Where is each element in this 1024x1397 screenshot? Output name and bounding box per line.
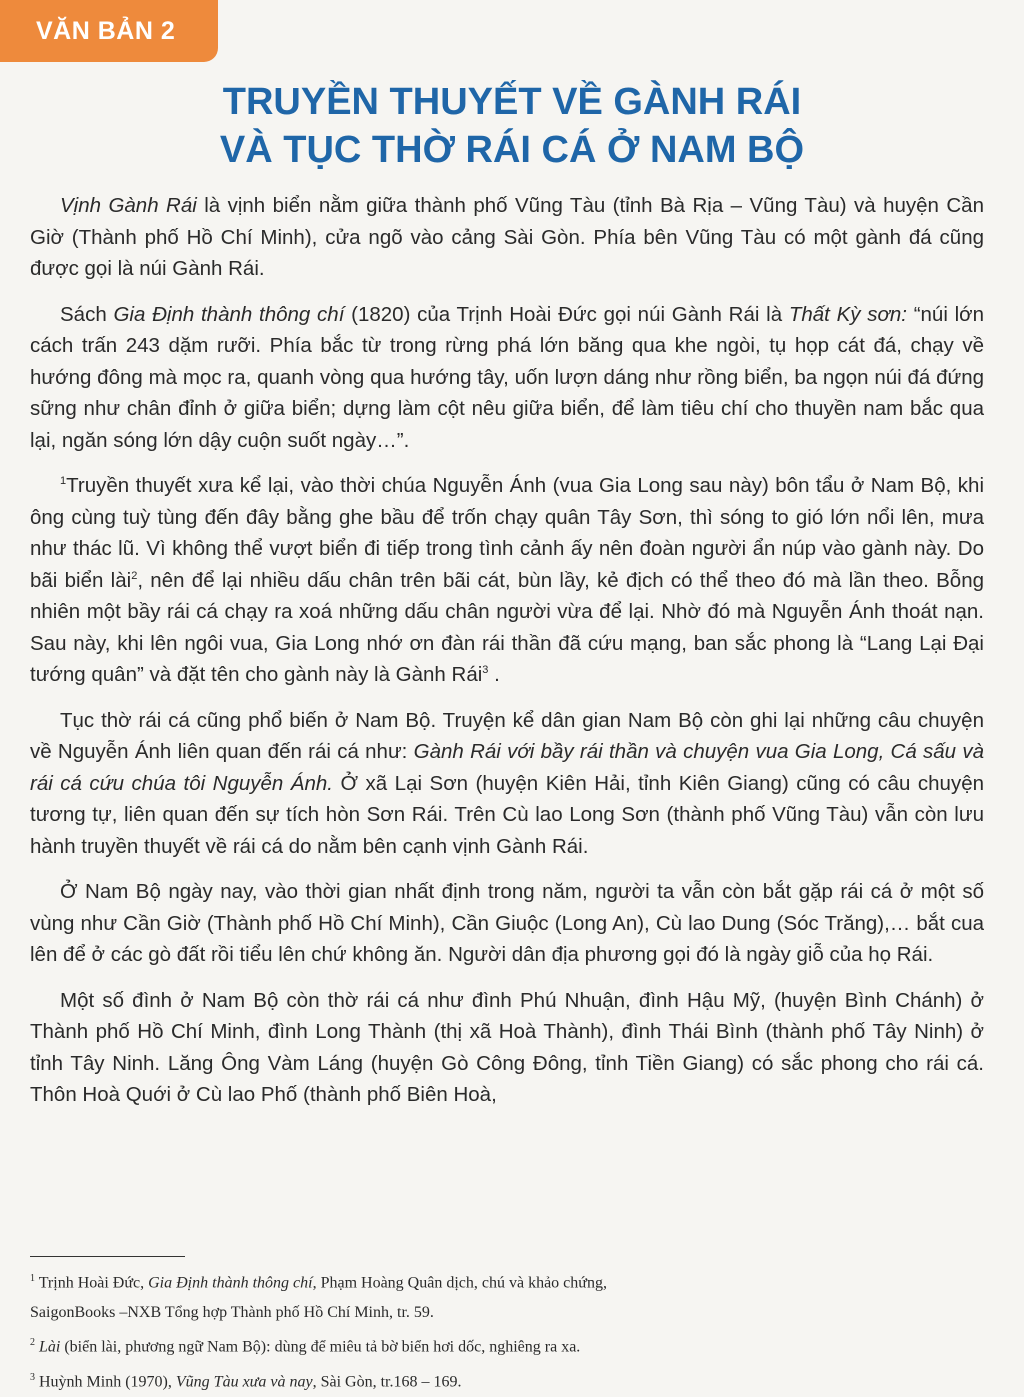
paragraph-2-italic-b: Thất Kỳ sơn: [788, 302, 907, 326]
paragraph-3-text-c: . [488, 663, 500, 686]
footnote-ref-3: 3 [482, 664, 489, 677]
paragraph-2-italic-a: Gia Định thành thông chí [113, 302, 345, 326]
footnote-2-italic: Lài [35, 1338, 61, 1356]
paragraph-4-text-a: Tục thờ rái cá cũng phổ biến ở Nam Bộ. Truyện kể dân gian Nam Bộ còn ghi lại những câu chuyện về Nguyễn Ánh liên quan đến rái cá như: [30, 708, 984, 763]
page-title [0, 78, 1024, 174]
paragraph-4-italic: Gành Rái với bầy rái thần và chuyện vua Gia Long, Cá sấu và rái cá cứu chúa tôi Nguyễn Ánh. [30, 740, 984, 795]
paragraph-3-text-b: , nên để lại nhiều dấu chân trên bãi cát, bùn lầy, kẻ địch có thể theo đó mà lần theo. Bỗng nhiên một bầy rái cá chạy ra xoá những dấu chân người vừa để lại. Nhờ đó mà Nguyễn Ánh thoát nạn. Sau này, khi lên ngôi vua, Gia Long nhớ ơn đàn rái thần đã cứu mạng, ban sắc phong là “Lang Lại Đại tướng quân” và đặt tên cho gành này là Gành Rái [30, 568, 985, 686]
paragraph-2-text-a: Sách [60, 302, 114, 326]
footnote-3 [30, 1363, 984, 1397]
section-label-tab [0, 0, 218, 62]
footnote-ref-1: 1 [60, 475, 67, 488]
paragraph-4-text-b: Ở xã Lại Sơn (huyện Kiên Hải, tỉnh Kiên Giang) cũng có câu chuyện tương tự, liên quan đến sự tích hòn Sơn Rái. Trên Cù lao Long Sơn (thành phố Vũng Tàu) vẫn còn lưu hành truyền thuyết về rái cá do nằm bên cạnh vịnh Gành Rái. [30, 771, 984, 858]
footnote-3-text-a: Huỳnh Minh (1970), [35, 1372, 176, 1390]
footnotes [30, 1264, 984, 1397]
footnote-1-line-2: SaigonBooks –NXB Tổng hợp Thành phố Hồ Chí Minh, tr. 59. [30, 1304, 434, 1322]
footnote-1 [30, 1264, 984, 1298]
footnote-2 [30, 1328, 984, 1362]
footnote-3-number: 3 [30, 1371, 35, 1383]
title-line-2: VÀ TỤC THỜ RÁI CÁ Ở NAM BỘ [219, 129, 805, 171]
footnote-1-italic: Gia Định thành thông chí [148, 1274, 313, 1292]
footnote-1-number: 1 [30, 1273, 35, 1284]
footnote-1-text-a: Trịnh Hoài Đức, [35, 1274, 149, 1292]
footnote-ref-2: 2 [131, 569, 138, 582]
footnote-2-text: (biển lài, phương ngữ Nam Bộ): dùng để miêu tả bờ biển hơi dốc, nghiêng ra xa. [60, 1338, 581, 1356]
paragraph-4 [30, 705, 984, 863]
footnote-1-text-b: , Phạm Hoàng Quân dịch, chú và khảo chứng, [312, 1274, 607, 1292]
paragraph-5: Ở Nam Bộ ngày nay, vào thời gian nhất định trong năm, người ta vẫn còn bắt gặp rái cá ở một số vùng như Cần Giờ (Thành phố Hồ Chí Minh), Cần Giuộc (Long An), Cù lao Dung (Sóc Trăng),… bắt cua lên để ở các gò đất rồi tiểu lên chứ không ăn. Người dân địa phương gọi đó là ngày giỗ của họ Rái. [30, 880, 984, 966]
paragraph-6: Một số đình ở Nam Bộ còn thờ rái cá như đình Phú Nhuận, đình Hậu Mỹ, (huyện Bình Chánh) ở Thành phố Hồ Chí Minh, đình Long Thành (thị xã Hoà Thành), đình Thái Bình (thành phố Tây Ninh) ở tỉnh Tây Ninh. Lăng Ông Vàm Láng (huyện Gò Công Đông, tỉnh Tiền Giang) có sắc phong cho rái cá. Thôn Hoà Quới ở Cù lao Phố (thành phố Biên Hoà, [30, 988, 984, 1106]
paragraph-3-text-a: Truyền thuyết xưa kể lại, vào thời chúa Nguyễn Ánh (vua Gia Long sau này) bôn tẩu ở Nam Bộ, khi ông cùng tuỳ tùng đến đây bằng ghe bầu để trốn chạy quân Tây Sơn, thì sóng to gió lớn nổi lên, mưa như thác lũ. Vì không thể vượt biển đi tiếp trong tình cảnh ấy nên đoàn người ẩn núp vào gành này. Do bãi biển lài [30, 474, 984, 592]
footnote-3-italic: Vũng Tàu xưa và nay [175, 1372, 313, 1390]
paragraph-2 [30, 299, 984, 457]
title-line-1: TRUYỀN THUYẾT VỀ GÀNH RÁI [222, 81, 802, 123]
paragraph-1-text: là vịnh biển nằm giữa thành phố Vũng Tàu (tỉnh Bà Rịa – Vũng Tàu) và huyện Cần Giờ (Thành phố Hồ Chí Minh), cửa ngõ vào cảng Sài Gòn. Phía bên Vũng Tàu có một gành đá cũng được gọi là núi Gành Rái. [30, 194, 984, 280]
paragraph-3 [30, 470, 984, 691]
paragraph-1-italic: Vịnh Gành Rái [60, 194, 197, 217]
article-body [30, 190, 984, 1125]
footnote-3-text-b: , Sài Gòn, tr.168 – 169. [312, 1372, 462, 1390]
section-label: VĂN BẢN 2 [36, 16, 176, 45]
paragraph-2-text-b: (1820) của Trịnh Hoài Đức gọi núi Gành Rái là [344, 302, 789, 326]
paragraph-2-text-c: “núi lớn cách trấn 243 dặm rưỡi. Phía bắc từ trong rừng phá lớn băng qua khe ngòi, tụ họp cát đá, chạy về hướng đông mà mọc ra, quanh vòng qua hướng tây, uốn lượn dáng như rồng biển, ba ngọn núi đá đứng sững như chân đỉnh ở giữa biển; dựng làm cột nêu giữa biển, để làm tiêu chí cho thuyền nam bắc qua lại, ngăn sóng lớn dậy cuộn suốt ngày…”. [30, 302, 985, 452]
paragraph-1 [30, 190, 984, 285]
footnote-2-number: 2 [30, 1337, 35, 1349]
footnote-divider [30, 1256, 185, 1257]
